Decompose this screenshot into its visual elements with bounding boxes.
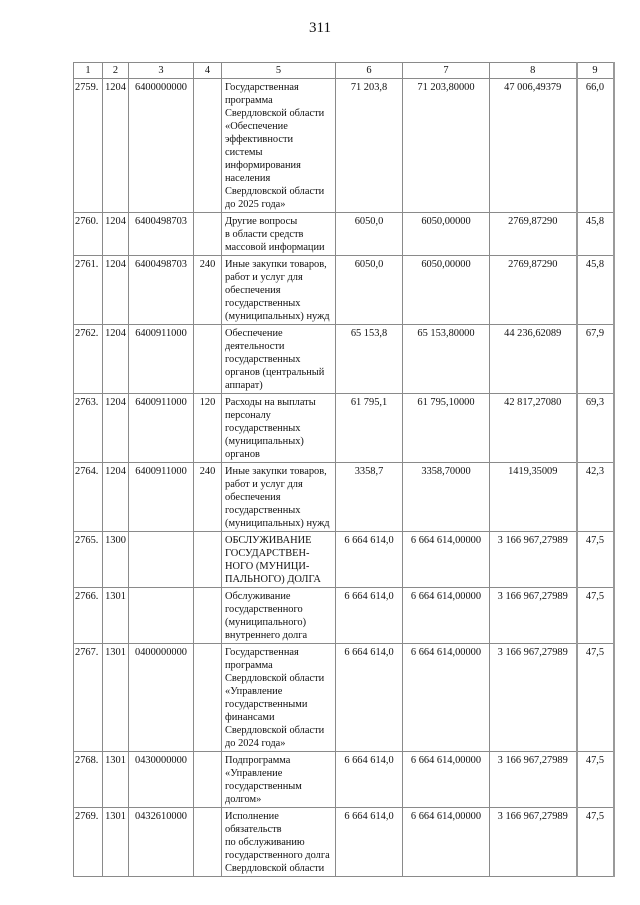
execution-percent: 47,5 xyxy=(577,752,614,808)
refined-amount: 61 795,10000 xyxy=(403,394,490,463)
item-name-line: органов xyxy=(225,449,260,460)
item-name-line: Обслуживание xyxy=(225,591,291,602)
table-row xyxy=(74,463,614,532)
expense-type-code xyxy=(194,588,222,644)
item-name-line: (муниципальных) xyxy=(225,436,304,447)
row-number: 2769. xyxy=(74,808,103,877)
item-name-line: обязательств xyxy=(225,824,282,835)
item-name-line: Исполнение xyxy=(225,811,279,822)
target-article-code: 0400000000 xyxy=(129,644,194,752)
refined-amount: 6050,00000 xyxy=(403,256,490,325)
approved-amount: 6 664 614,0 xyxy=(336,752,403,808)
row-number: 2761. xyxy=(74,256,103,325)
refined-amount: 6 664 614,00000 xyxy=(403,808,490,877)
executed-amount: 2769,87290 xyxy=(490,213,577,256)
approved-amount: 65 153,8 xyxy=(336,325,403,394)
refined-amount: 6 664 614,00000 xyxy=(403,588,490,644)
execution-percent: 47,5 xyxy=(577,532,614,588)
executed-amount: 3 166 967,27989 xyxy=(490,588,577,644)
item-name-line: Подпрограмма xyxy=(225,755,291,766)
expense-type-code xyxy=(194,213,222,256)
refined-amount: 3358,70000 xyxy=(403,463,490,532)
section-code: 1300 xyxy=(103,532,129,588)
expense-type-code xyxy=(194,325,222,394)
item-name-line: государственными xyxy=(225,699,308,710)
table-row xyxy=(74,532,614,588)
table-row xyxy=(74,325,614,394)
execution-percent: 66,0 xyxy=(577,79,614,213)
item-name-line: до 2024 года» xyxy=(225,738,286,749)
table-row xyxy=(74,752,614,808)
item-name-line: в области средств xyxy=(225,229,304,240)
item-name-line: деятельности xyxy=(225,341,285,352)
header-row xyxy=(74,63,614,79)
target-article-code: 6400911000 xyxy=(129,463,194,532)
item-name-line: государственного xyxy=(225,604,303,615)
section-code: 1301 xyxy=(103,808,129,877)
expense-type-code xyxy=(194,532,222,588)
item-name-line: работ и услуг для xyxy=(225,479,303,490)
target-article-code xyxy=(129,588,194,644)
table-row xyxy=(74,644,614,752)
item-name-line: программа xyxy=(225,660,273,671)
item-name-line: внутреннего долга xyxy=(225,630,308,641)
item-name-line: Расходы на выплаты xyxy=(225,397,316,408)
header-cell: 2 xyxy=(103,63,129,79)
item-name-line: «Управление xyxy=(225,686,283,697)
item-name-line: государственного долга xyxy=(225,850,330,861)
section-code: 1301 xyxy=(103,752,129,808)
target-article-code: 6400498703 xyxy=(129,213,194,256)
header-cell: 1 xyxy=(74,63,103,79)
item-name-line: ГОСУДАРСТВЕН- xyxy=(225,548,310,559)
header-cell: 8 xyxy=(490,63,577,79)
executed-amount: 3 166 967,27989 xyxy=(490,644,577,752)
header-cell: 4 xyxy=(194,63,222,79)
row-number: 2765. xyxy=(74,532,103,588)
item-name-line: информирования xyxy=(225,160,301,171)
item-name xyxy=(222,752,336,808)
expense-type-code xyxy=(194,752,222,808)
row-number: 2767. xyxy=(74,644,103,752)
item-name-line: обеспечения xyxy=(225,492,281,503)
item-name-line: государственных xyxy=(225,298,301,309)
section-code: 1204 xyxy=(103,325,129,394)
execution-percent: 45,8 xyxy=(577,213,614,256)
execution-percent: 47,5 xyxy=(577,644,614,752)
target-article-code xyxy=(129,532,194,588)
target-article-code: 0432610000 xyxy=(129,808,194,877)
expense-type-code xyxy=(194,808,222,877)
expense-type-code xyxy=(194,79,222,213)
item-name-line: «Управление xyxy=(225,768,283,779)
item-name-line: НОГО (МУНИЦИ- xyxy=(225,561,310,572)
execution-percent: 67,9 xyxy=(577,325,614,394)
item-name xyxy=(222,463,336,532)
execution-percent: 45,8 xyxy=(577,256,614,325)
approved-amount: 3358,7 xyxy=(336,463,403,532)
approved-amount: 6 664 614,0 xyxy=(336,532,403,588)
item-name xyxy=(222,808,336,877)
executed-amount: 42 817,27080 xyxy=(490,394,577,463)
item-name-line: персоналу xyxy=(225,410,271,421)
row-number: 2763. xyxy=(74,394,103,463)
target-article-code: 6400911000 xyxy=(129,394,194,463)
row-number: 2764. xyxy=(74,463,103,532)
row-number: 2762. xyxy=(74,325,103,394)
item-name xyxy=(222,588,336,644)
header-cell: 7 xyxy=(403,63,490,79)
header-cell: 9 xyxy=(577,63,614,79)
header-cell: 5 xyxy=(222,63,336,79)
item-name xyxy=(222,256,336,325)
item-name xyxy=(222,394,336,463)
item-name-line: населения xyxy=(225,173,271,184)
section-code: 1204 xyxy=(103,79,129,213)
item-name-line: Государственная xyxy=(225,82,299,93)
executed-amount: 2769,87290 xyxy=(490,256,577,325)
table-row xyxy=(74,213,614,256)
section-code: 1204 xyxy=(103,463,129,532)
item-name-line: аппарат) xyxy=(225,380,263,391)
item-name-line: программа xyxy=(225,95,273,106)
item-name-line: финансами xyxy=(225,712,275,723)
item-name-line: государственным xyxy=(225,781,302,792)
section-code: 1204 xyxy=(103,256,129,325)
header-cell: 3 xyxy=(129,63,194,79)
approved-amount: 6 664 614,0 xyxy=(336,588,403,644)
item-name-line: Свердловской области xyxy=(225,673,325,684)
item-name-line: Свердловской области xyxy=(225,863,325,874)
approved-amount: 6 664 614,0 xyxy=(336,644,403,752)
item-name-line: государственных xyxy=(225,423,301,434)
expense-type-code xyxy=(194,644,222,752)
section-code: 1204 xyxy=(103,213,129,256)
item-name-line: Другие вопросы xyxy=(225,216,298,227)
executed-amount: 3 166 967,27989 xyxy=(490,808,577,877)
row-number: 2760. xyxy=(74,213,103,256)
target-article-code: 6400498703 xyxy=(129,256,194,325)
item-name-line: «Обеспечение xyxy=(225,121,288,132)
row-number: 2768. xyxy=(74,752,103,808)
item-name-line: долгом» xyxy=(225,794,262,805)
table-row xyxy=(74,588,614,644)
item-name-line: Свердловской области xyxy=(225,725,325,736)
budget-table xyxy=(73,62,615,877)
table-row xyxy=(74,394,614,463)
approved-amount: 61 795,1 xyxy=(336,394,403,463)
executed-amount: 3 166 967,27989 xyxy=(490,532,577,588)
table-row xyxy=(74,808,614,877)
row-number: 2766. xyxy=(74,588,103,644)
approved-amount: 6 664 614,0 xyxy=(336,808,403,877)
approved-amount: 6050,0 xyxy=(336,256,403,325)
item-name-line: Иные закупки товаров, xyxy=(225,259,327,270)
item-name-line: ПАЛЬНОГО) ДОЛГА xyxy=(225,574,321,585)
item-name-line: Свердловской области xyxy=(225,186,325,197)
section-code: 1301 xyxy=(103,588,129,644)
execution-percent: 69,3 xyxy=(577,394,614,463)
item-name-line: массовой информации xyxy=(225,242,325,253)
item-name-line: обеспечения xyxy=(225,285,281,296)
expense-type-code: 240 xyxy=(194,463,222,532)
target-article-code: 6400000000 xyxy=(129,79,194,213)
item-name-line: органов (центральный xyxy=(225,367,325,378)
section-code: 1204 xyxy=(103,394,129,463)
execution-percent: 47,5 xyxy=(577,808,614,877)
item-name xyxy=(222,213,336,256)
executed-amount: 47 006,49379 xyxy=(490,79,577,213)
expense-type-code: 120 xyxy=(194,394,222,463)
target-article-code: 0430000000 xyxy=(129,752,194,808)
execution-percent: 42,3 xyxy=(577,463,614,532)
executed-amount: 3 166 967,27989 xyxy=(490,752,577,808)
table-row xyxy=(74,256,614,325)
section-code: 1301 xyxy=(103,644,129,752)
refined-amount: 6 664 614,00000 xyxy=(403,644,490,752)
target-article-code: 6400911000 xyxy=(129,325,194,394)
item-name-line: государственных xyxy=(225,354,301,365)
execution-percent: 47,5 xyxy=(577,588,614,644)
item-name-line: ОБСЛУЖИВАНИЕ xyxy=(225,535,312,546)
item-name-line: (муниципальных) нужд xyxy=(225,311,330,322)
item-name xyxy=(222,644,336,752)
executed-amount: 1419,35009 xyxy=(490,463,577,532)
refined-amount: 6 664 614,00000 xyxy=(403,752,490,808)
header-cell: 6 xyxy=(336,63,403,79)
item-name-line: по обслуживанию xyxy=(225,837,305,848)
item-name-line: (муниципальных) нужд xyxy=(225,518,330,529)
item-name-line: Иные закупки товаров, xyxy=(225,466,327,477)
executed-amount: 44 236,62089 xyxy=(490,325,577,394)
row-number: 2759. xyxy=(74,79,103,213)
refined-amount: 65 153,80000 xyxy=(403,325,490,394)
item-name-line: Обеспечение xyxy=(225,328,283,339)
refined-amount: 71 203,80000 xyxy=(403,79,490,213)
item-name-line: Свердловской области xyxy=(225,108,325,119)
page-number: 311 xyxy=(309,20,331,36)
item-name-line: (муниципального) xyxy=(225,617,307,628)
refined-amount: 6 664 614,00000 xyxy=(403,532,490,588)
approved-amount: 71 203,8 xyxy=(336,79,403,213)
approved-amount: 6050,0 xyxy=(336,213,403,256)
refined-amount: 6050,00000 xyxy=(403,213,490,256)
item-name-line: системы xyxy=(225,147,263,158)
expense-type-code: 240 xyxy=(194,256,222,325)
item-name-line: до 2025 года» xyxy=(225,199,286,210)
item-name-line: Государственная xyxy=(225,647,299,658)
item-name xyxy=(222,79,336,213)
table-row xyxy=(74,79,614,213)
item-name-line: работ и услуг для xyxy=(225,272,303,283)
item-name xyxy=(222,532,336,588)
item-name-line: эффективности xyxy=(225,134,294,145)
item-name xyxy=(222,325,336,394)
item-name-line: государственных xyxy=(225,505,301,516)
